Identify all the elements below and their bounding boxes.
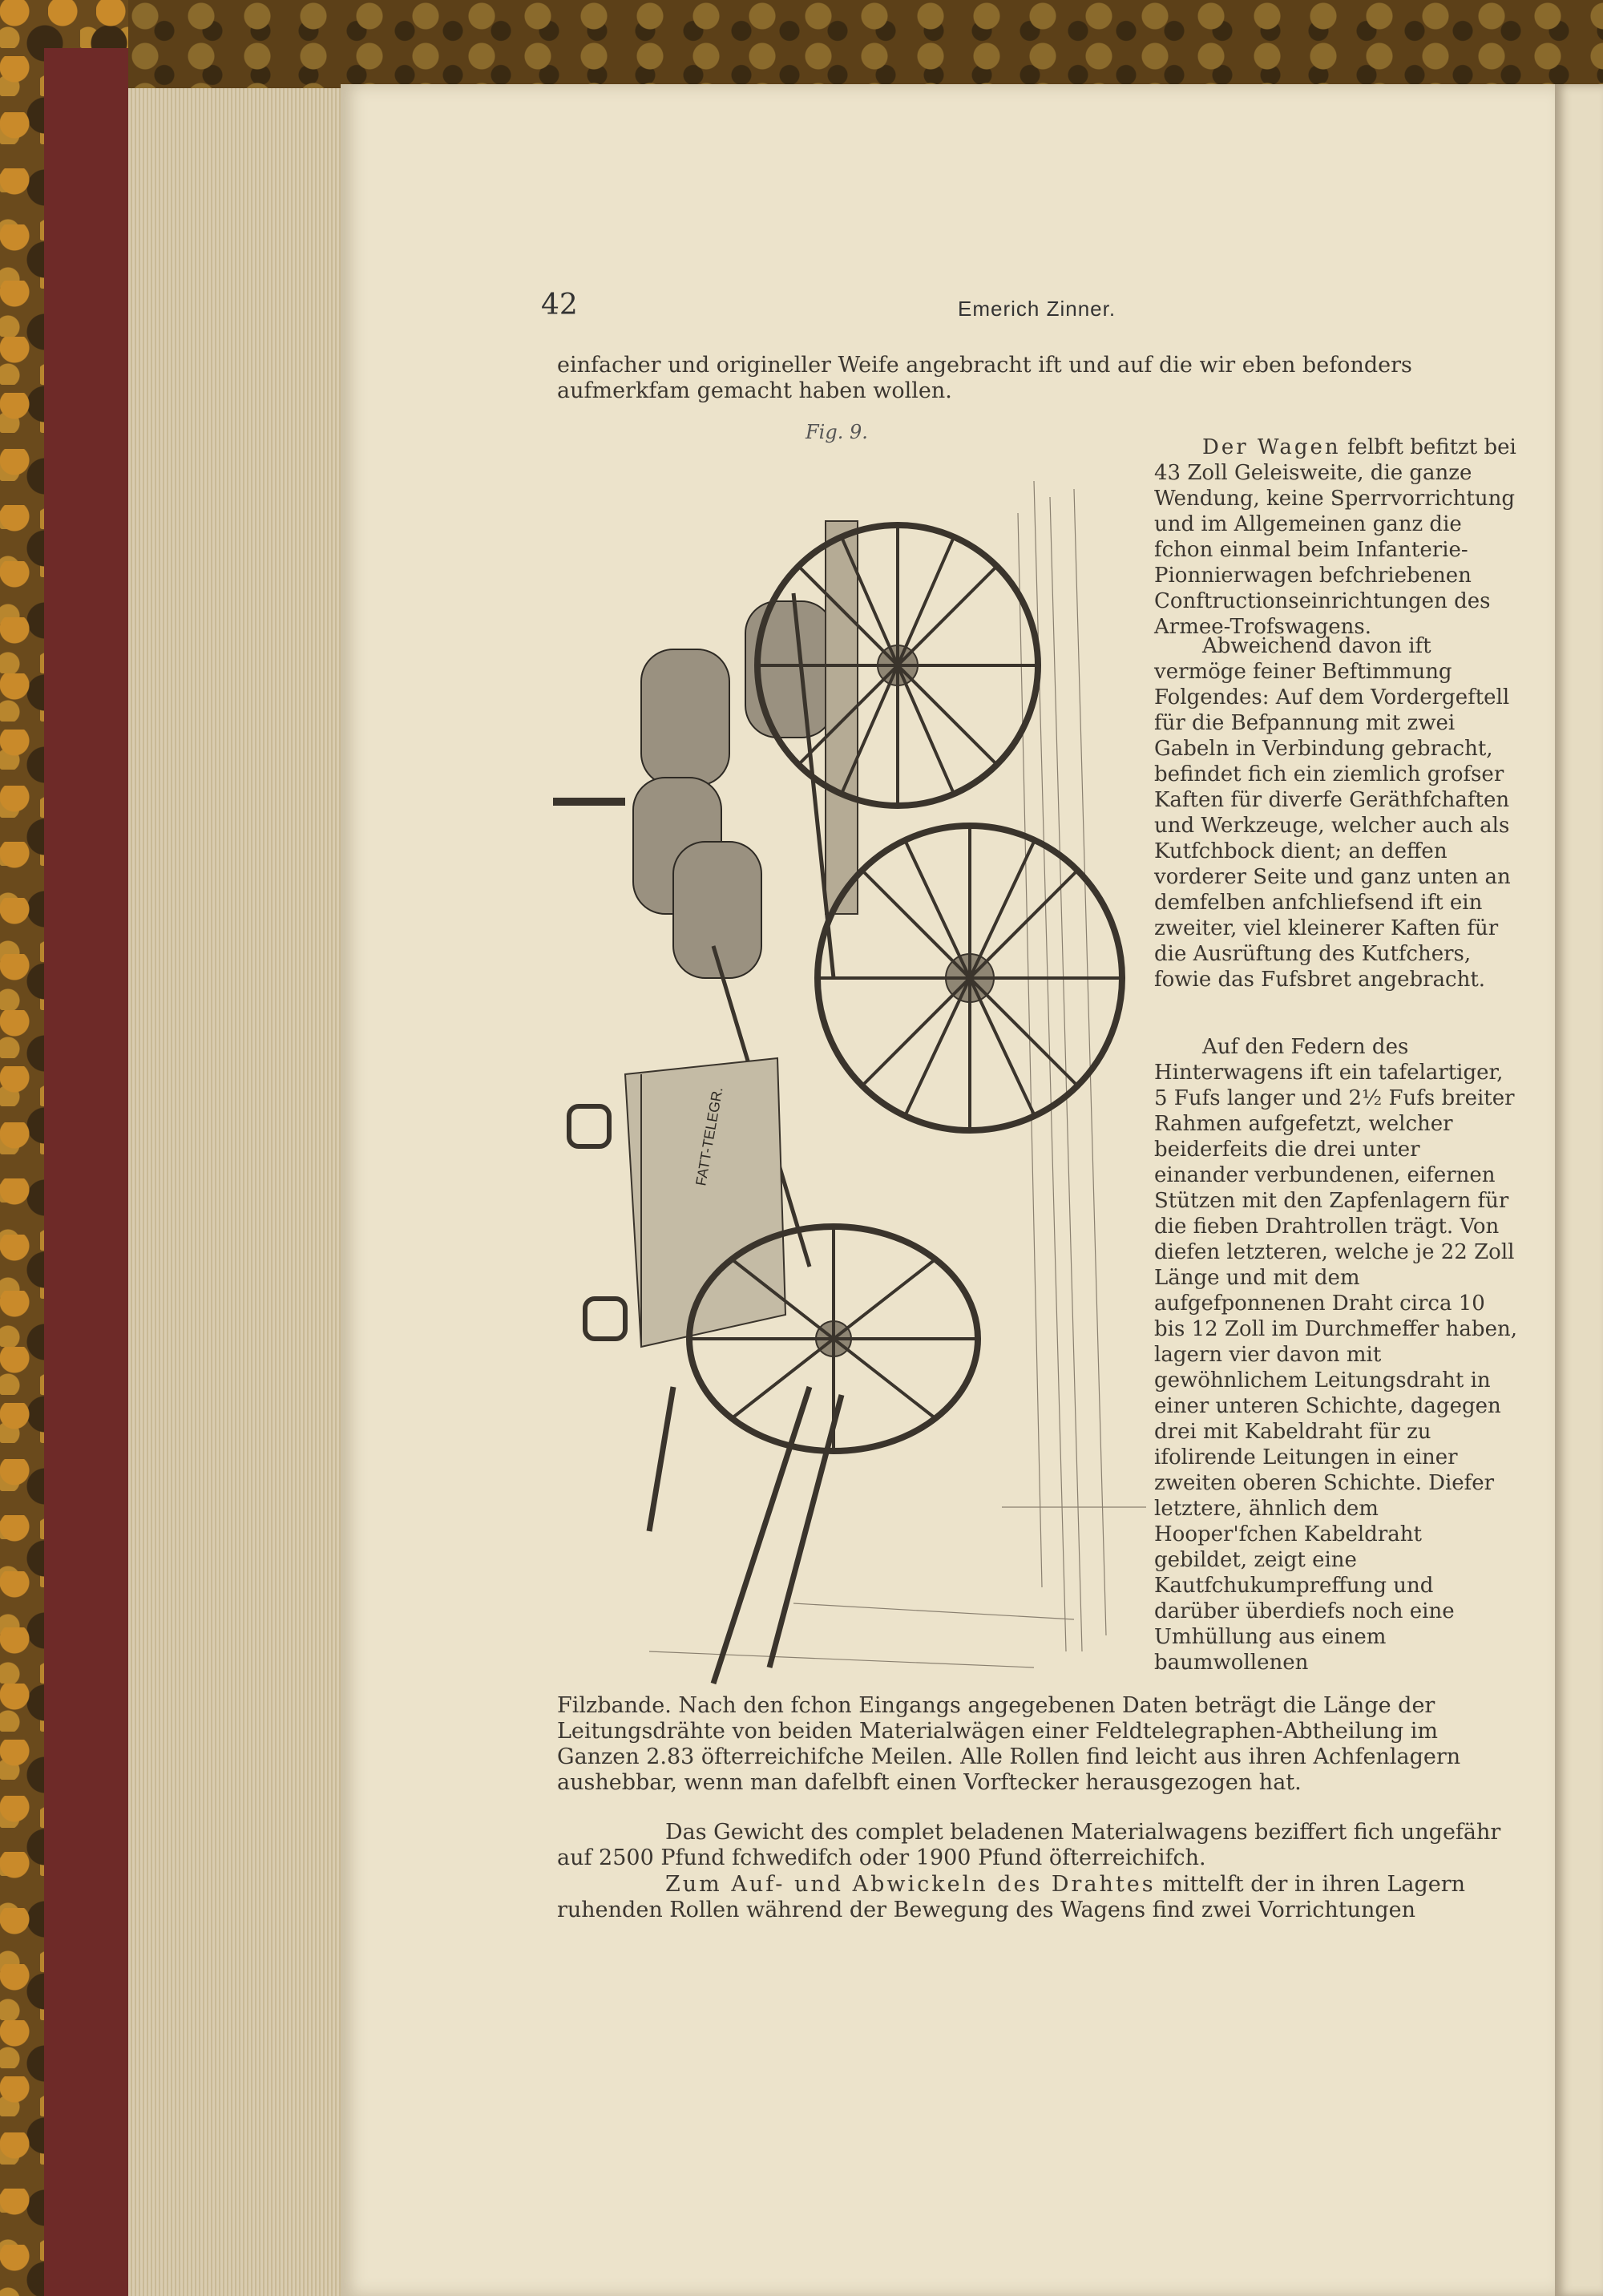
col-p1-lead: Der Wagen <box>1202 435 1341 459</box>
column-paragraph-1 <box>1154 435 1519 640</box>
page-number: 42 <box>541 289 578 321</box>
wheel-middle <box>818 826 1122 1130</box>
wheel-upper <box>757 525 1038 806</box>
page-edges <box>128 88 345 2296</box>
weight-paragraph: Das Gewicht des complet beladenen Materialwagens beziffert fich ungefähr auf 2500 Pfund fchwedifch oder 1900 Pfund öfterreichifch. <box>557 1820 1501 1870</box>
cover-edge <box>44 48 128 2296</box>
last-lead: Zum Auf- und Abwickeln des Drahtes <box>665 1872 1156 1897</box>
last-text: mittelft der in ihren Lagern ruhenden Rollen während der Bewegung des Wagens find zwei Vorrichtungen <box>557 1872 1466 1922</box>
intro-paragraph: einfacher und origineller Weife angebracht ift und auf die wir eben befonders aufmerkfam gemacht haben wollen. <box>557 353 1412 403</box>
facing-page <box>1555 84 1603 2296</box>
wagon-illustration <box>553 465 1146 1700</box>
column-paragraph-2: Abweichend davon ift vermöge feiner Beftimmung Folgendes: Auf dem Vordergeftell für die Befpannung mit zwei Gabeln in Verbindung gebracht, befindet fich ein ziemlich grofser Kaften für diverfe Geräthfchaften und Werkzeuge, welcher auch als Kutfchbock dient; an deffen vorderer Seite und ganz unten an demfelben anfchliefsend ift ein zweiter, viel kleinerer Kaften für die Ausrüftung des Kutfchers, fowie das Fufsbret angebracht. <box>1154 634 1511 992</box>
box-inscription: FATT-TELEGR. <box>692 1085 726 1187</box>
column-paragraph-3: Auf den Federn des Hinterwagens ift ein tafelartiger, 5 Fufs langer und 2½ Fufs breiter Rahmen aufgefetzt, welcher beiderfeits die drei unter einander verbundenen, eifernen Stützen mit den Zapfenlagern für die fieben Drahtrollen trägt. Von diefen letzteren, welche je 22 Zoll Länge und mit dem aufgefponnenen Draht circa 10 bis 12 Zoll im Durchmeffer haben, lagern vier davon mit gewöhnlichem Leitungsdraht in einer unteren Schichte, dagegen drei mit Kabeldraht für zu ifolirende Leitungen in einer zweiten oberen Schichte. Diefer letztere, ähnlich dem Hooper'fchen Kabeldraht gebildet, zeigt eine Kautfchukumpreffung und darüber überdiefs noch eine Umhüllung aus einem baumwollenen <box>1154 1035 1517 1675</box>
figure-label: Fig. 9. <box>806 421 868 443</box>
last-paragraph <box>557 1872 1515 1923</box>
marbled-cover-top <box>128 0 1603 88</box>
col-p1-text: felbft befitzt bei 43 Zoll Geleisweite, die ganze Wendung, keine Sperrvorrichtung und im Allgemeinen ganz die fchon einmal beim Infanterie-Pionnierwagen befchriebenen Conftructionseinrichtungen des Armee-Trofswagens. <box>1154 435 1516 639</box>
continuation-paragraph: Filzbande. Nach den fchon Eingangs angegebenen Daten beträgt die Länge der Leitungsdrähte von beiden Materialwägen einer Feldtelegraphen-Abtheilung im Ganzen 2.83 öfterreichifche Meilen. Alle Rollen find leicht aus ihren Achfenlagern aushebbar, wenn man dafelbft einen Vorftecker herausgezogen hat. <box>557 1693 1461 1795</box>
wire-drums <box>633 601 834 978</box>
tool-box <box>569 1058 785 1347</box>
running-title: Emerich Zinner. <box>958 297 1116 321</box>
